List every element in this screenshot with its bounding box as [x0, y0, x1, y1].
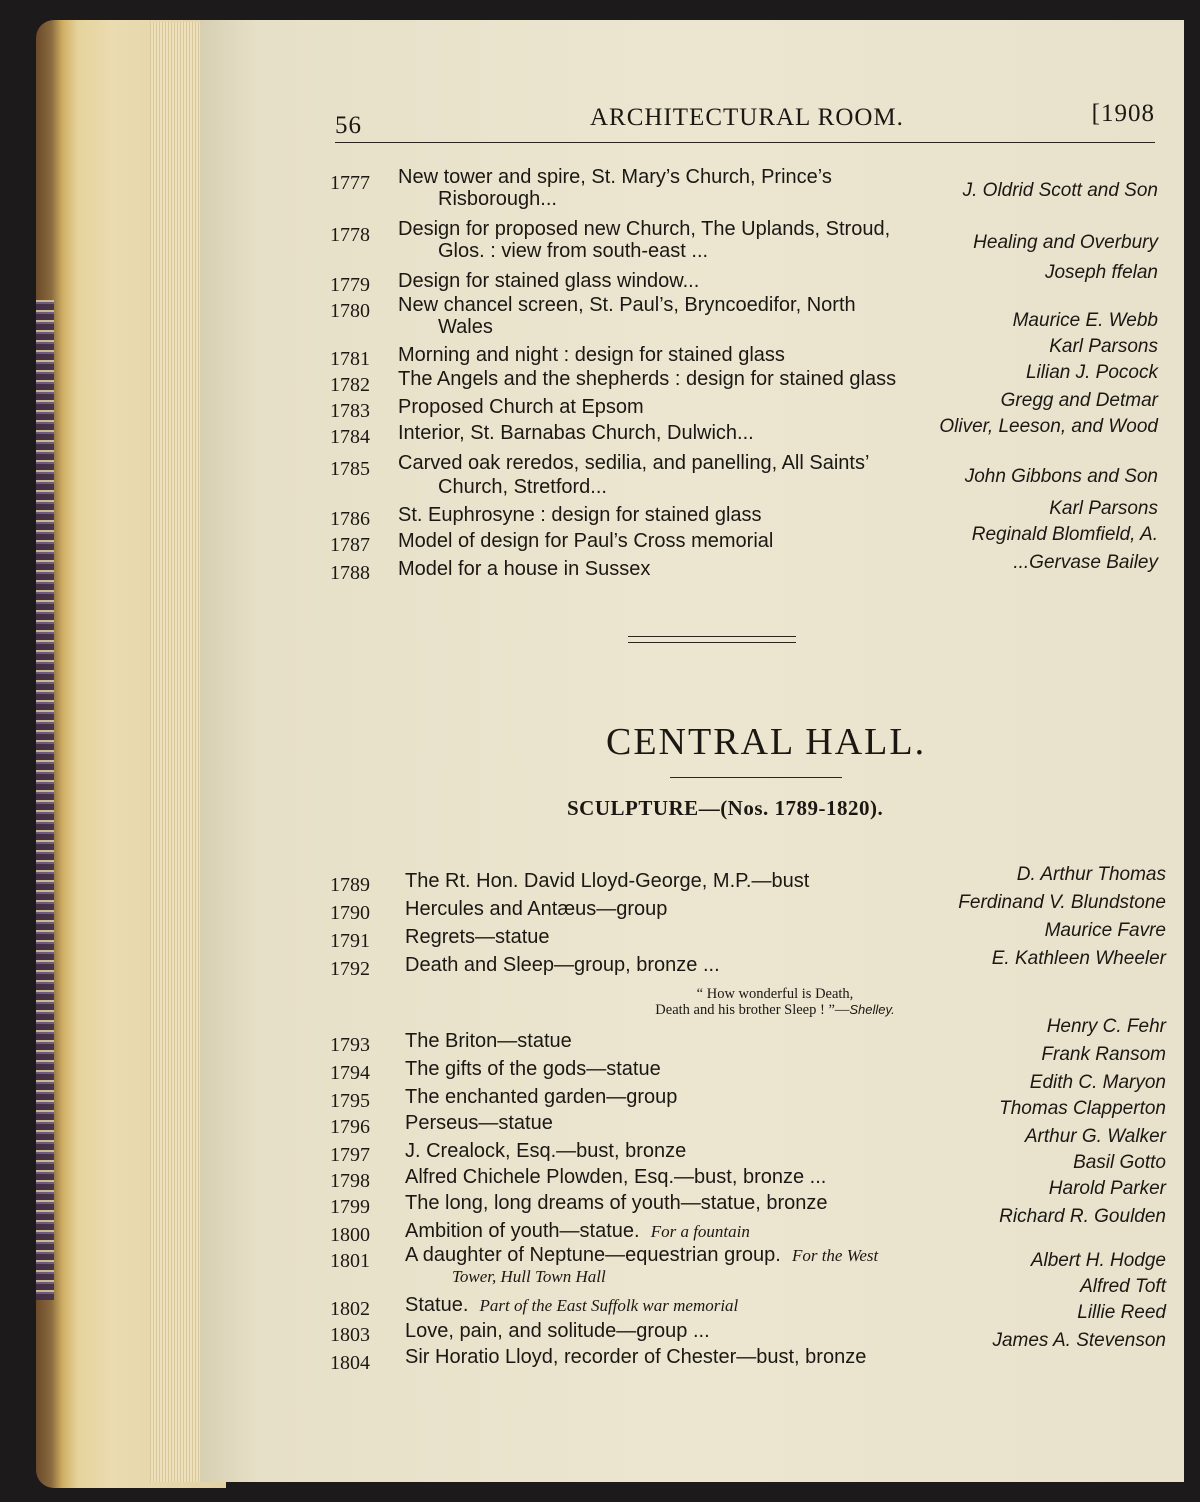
header-rule: [335, 142, 1155, 144]
entry-title: Hercules and Antæus—group: [405, 898, 668, 920]
entry-number: 1778: [330, 224, 370, 246]
entry-title-cont: Wales: [438, 316, 493, 338]
entry-artist: Joseph ffelan: [1044, 262, 1158, 283]
entry-title: The Rt. Hon. David Lloyd-George, M.P.—bust: [405, 870, 810, 892]
entry-artist: Albert H. Hodge: [1030, 1250, 1166, 1271]
entry-artist: Frank Ransom: [1041, 1044, 1166, 1065]
entry-title: Sir Horatio Lloyd, recorder of Chester—bust, bronze: [405, 1346, 867, 1368]
entry-artist: Arthur G. Walker: [1024, 1126, 1166, 1147]
entry-artist: Alfred Toft: [1080, 1276, 1166, 1297]
entry-title: Regrets—statue: [405, 926, 550, 948]
entry-number: 1783: [330, 400, 370, 422]
entry-number: 1789: [330, 874, 370, 896]
entry-artist: Maurice Favre: [1044, 920, 1166, 941]
entry-artist: Henry C. Fehr: [1046, 1016, 1166, 1037]
entry-title: The gifts of the gods—statue: [405, 1058, 661, 1080]
entry-title: Model of design for Paul’s Cross memorial: [398, 530, 774, 552]
entry-title: The long, long dreams of youth—statue, bronze: [405, 1192, 828, 1214]
entry-number: 1777: [330, 172, 370, 194]
entry-number: 1801: [330, 1250, 370, 1272]
entry-title: Death and Sleep—group, bronze ...: [405, 954, 720, 976]
entry-artist: Ferdinand V. Blundstone: [958, 892, 1166, 913]
entry-artist: E. Kathleen Wheeler: [991, 948, 1166, 969]
entry-artist: Thomas Clapperton: [999, 1098, 1166, 1119]
quote-line-2: [595, 1002, 955, 1018]
entry-note: For the West: [791, 1246, 879, 1265]
entry-title: The Angels and the shepherds : design for stained glass: [398, 368, 897, 390]
quote-attribution: Shelley.: [849, 1002, 895, 1017]
entry-artist: ...Gervase Bailey: [1013, 552, 1158, 573]
entry-title: Perseus—statue: [405, 1112, 553, 1134]
entry-number: 1797: [330, 1144, 370, 1166]
entry-number: 1784: [330, 426, 370, 448]
entry-artist: Harold Parker: [1048, 1178, 1166, 1199]
entry-artist: Lilian J. Pocock: [1025, 362, 1158, 383]
entry-title: New tower and spire, St. Mary’s Church, Prince’s: [398, 166, 832, 188]
entry-number: 1802: [330, 1298, 370, 1320]
entry-number: 1793: [330, 1034, 370, 1056]
entry-artist: Karl Parsons: [1049, 498, 1158, 519]
entry-artist: Gregg and Detmar: [1000, 390, 1158, 411]
entry-number: 1800: [330, 1224, 370, 1246]
entry-title: Model for a house in Sussex: [398, 558, 651, 580]
entry-title-text: Statue.: [405, 1294, 469, 1316]
entry-title: Alfred Chichele Plowden, Esq.—bust, bronze ...: [405, 1166, 827, 1188]
entry-number: 1804: [330, 1352, 370, 1374]
year-label: [1908: [1091, 100, 1155, 127]
entry-title: Carved oak reredos, sedilia, and panelling, All Saints’: [398, 452, 870, 474]
entry-number: 1780: [330, 300, 370, 322]
title-rule: [670, 777, 842, 778]
entry-title-text: A daughter of Neptune—equestrian group.: [405, 1244, 781, 1266]
entry-title: Interior, St. Barnabas Church, Dulwich...: [398, 422, 754, 444]
entry-number: 1792: [330, 958, 370, 980]
entry-note: Part of the East Suffolk war memorial: [479, 1296, 739, 1315]
entry-number: 1785: [330, 458, 370, 480]
entry-number: 1790: [330, 902, 370, 924]
entry-artist: Oliver, Leeson, and Wood: [939, 416, 1158, 437]
entry-artist: J. Oldrid Scott and Son: [962, 180, 1158, 201]
quote-line-2-text: Death and his brother Sleep ! ”—: [655, 1002, 850, 1018]
entry-artist: James A. Stevenson: [992, 1330, 1166, 1351]
book-spine: [36, 300, 54, 1300]
entry-number: 1798: [330, 1170, 370, 1192]
entry-artist: D. Arthur Thomas: [1016, 864, 1166, 885]
entry-title: [405, 1292, 738, 1319]
entry-number: 1779: [330, 274, 370, 296]
entry-artist: Maurice E. Webb: [1012, 310, 1158, 331]
entry-number: 1794: [330, 1062, 370, 1084]
entry-artist: Edith C. Maryon: [1029, 1072, 1166, 1093]
entry-title-cont: Glos. : view from south-east ...: [438, 240, 709, 262]
entry-artist: Reginald Blomfield, A.: [971, 524, 1158, 545]
entry-number: 1795: [330, 1090, 370, 1112]
section-title: CENTRAL HALL.: [606, 721, 927, 763]
entry-title: The enchanted garden—group: [405, 1086, 678, 1108]
entry-artist: Healing and Overbury: [973, 232, 1158, 253]
entry-title: J. Crealock, Esq.—bust, bronze: [405, 1140, 687, 1162]
entry-number: 1799: [330, 1196, 370, 1218]
section-divider: [628, 636, 796, 643]
entry-title-cont: Risborough...: [438, 188, 557, 210]
entry-note: For a fountain: [650, 1222, 750, 1241]
section-subtitle: SCULPTURE—(Nos. 1789-1820).: [567, 796, 884, 820]
poem-quote: [595, 986, 955, 1018]
book-page: [200, 20, 1184, 1482]
entry-title: Proposed Church at Epsom: [398, 396, 644, 418]
entry-title-cont: Tower, Hull Town Hall: [452, 1267, 606, 1286]
entry-title: New chancel screen, St. Paul’s, Bryncoedifor, North: [398, 294, 856, 316]
entry-title: [405, 1218, 750, 1245]
entry-number: 1786: [330, 508, 370, 530]
entry-number: 1788: [330, 562, 370, 584]
entry-number: 1787: [330, 534, 370, 556]
entry-artist: Lillie Reed: [1077, 1302, 1166, 1323]
entry-artist: Karl Parsons: [1049, 336, 1158, 357]
entry-title-cont: Church, Stretford...: [438, 476, 607, 498]
entry-number: 1791: [330, 930, 370, 952]
entry-artist: Richard R. Goulden: [999, 1206, 1166, 1227]
entry-artist: John Gibbons and Son: [964, 466, 1158, 487]
entry-artist: Basil Gotto: [1073, 1152, 1166, 1173]
page-number: 56: [335, 112, 362, 139]
entry-title: The Briton—statue: [405, 1030, 572, 1052]
running-header: [335, 100, 1155, 140]
entry-title-text: Ambition of youth—statue.: [405, 1220, 640, 1242]
page-title: ARCHITECTURAL ROOM.: [590, 104, 904, 131]
entry-title: Love, pain, and solitude—group ...: [405, 1320, 710, 1342]
entry-title: Morning and night : design for stained glass: [398, 344, 785, 366]
entry-number: 1781: [330, 348, 370, 370]
entry-title: Design for proposed new Church, The Uplands, Stroud,: [398, 218, 891, 240]
entry-number: 1782: [330, 374, 370, 396]
entry-title: St. Euphrosyne : design for stained glass: [398, 504, 762, 526]
entry-number: 1803: [330, 1324, 370, 1346]
quote-line-1: “ How wonderful is Death,: [696, 986, 854, 1002]
entry-title: Design for stained glass window...: [398, 270, 700, 292]
entry-number: 1796: [330, 1116, 370, 1138]
